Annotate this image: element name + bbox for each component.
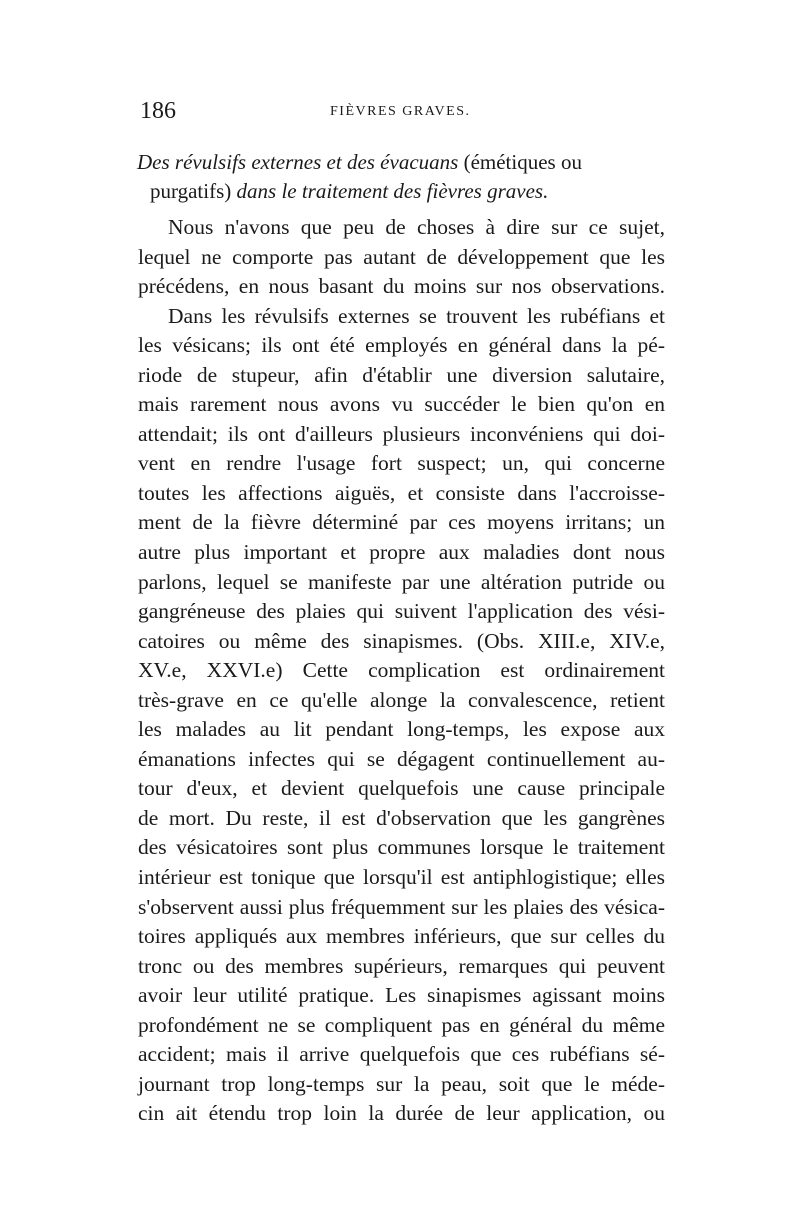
text-line: lequel ne comporte pas autant de développement que les — [138, 244, 665, 269]
body-text — [138, 213, 665, 1129]
section-heading-line-2 — [137, 177, 667, 206]
text-line: tour d'eux, et devient quelquefois une cause principale — [138, 776, 665, 801]
running-head — [140, 97, 670, 127]
text-line: riode de stupeur, afin d'établir une diversion salutaire, — [138, 362, 665, 387]
text-line: des vésicatoires sont plus communes lorsque le traitement — [138, 835, 665, 860]
text-line: vent en rendre l'usage fort suspect; un, qui concerne — [138, 451, 665, 476]
text-line: intérieur est tonique que lorsqu'il est antiphlogistique; elles — [138, 865, 665, 890]
text-line: accident; mais il arrive quelquefois que ces rubéfians sé- — [138, 1042, 665, 1067]
section-heading-plain-2: purgatifs) — [150, 179, 237, 203]
text-line: mais rarement nous avons vu succéder le bien qu'on en — [138, 392, 665, 417]
text-line: toutes les affections aiguës, et consiste dans l'accroisse- — [138, 480, 665, 505]
section-heading — [137, 148, 667, 206]
text-line: avoir leur utilité pratique. Les sinapismes agissant moins — [138, 983, 665, 1008]
text-line: gangréneuse des plaies qui suivent l'application des vési- — [138, 599, 665, 624]
text-line: les malades au lit pendant long-temps, les expose aux — [138, 717, 665, 742]
running-title: FIÈVRES GRAVES. — [330, 104, 471, 119]
text-line: Dans les révulsifs externes se trouvent les rubéfians et — [168, 303, 665, 328]
text-line: s'observent aussi plus fréquemment sur les plaies des vésica- — [138, 894, 665, 919]
page-number: 186 — [140, 98, 176, 124]
section-heading-italic-2: dans le traitement des fièvres graves. — [236, 179, 549, 203]
text-line: profondément ne se compliquent pas en général du même — [138, 1012, 665, 1037]
text-line: attendait; ils ont d'ailleurs plusieurs inconvéniens qui doi- — [138, 421, 665, 446]
text-line: de mort. Du reste, il est d'observation que les gangrènes — [138, 805, 665, 830]
text-line: toires appliqués aux membres inférieurs, que sur celles du — [138, 924, 665, 949]
section-heading-italic-1: Des révulsifs externes et des évacuans — [137, 150, 459, 174]
text-line: autre plus important et propre aux maladies dont nous — [138, 540, 665, 565]
text-line: les vésicans; ils ont été employés en général dans la pé- — [138, 333, 665, 358]
text-line: très-grave en ce qu'elle alonge la convalescence, retient — [138, 687, 665, 712]
text-line: précédens, en nous basant du moins sur nos observations. — [138, 274, 665, 299]
text-line: journant trop long-temps sur la peau, soit que le méde- — [138, 1071, 665, 1096]
section-heading-line-1 — [137, 148, 667, 177]
text-line: tronc ou des membres supérieurs, remarques qui peuvent — [138, 953, 665, 978]
text-line: XV.e, XXVI.e) Cette complication est ordinairement — [138, 658, 665, 683]
text-line: parlons, lequel se manifeste par une altération putride ou — [138, 569, 665, 594]
text-line: cin ait étendu trop loin la durée de leur application, ou — [138, 1101, 665, 1126]
section-heading-plain-1: (émétiques ou — [458, 150, 582, 174]
text-line: catoires ou même des sinapismes. (Obs. XIII.e, XIV.e, — [138, 628, 665, 653]
text-line: émanations infectes qui se dégagent continuellement au- — [138, 746, 665, 771]
text-line: Nous n'avons que peu de choses à dire sur ce sujet, — [168, 215, 665, 239]
text-line: ment de la fièvre déterminé par ces moyens irritans; un — [138, 510, 665, 535]
